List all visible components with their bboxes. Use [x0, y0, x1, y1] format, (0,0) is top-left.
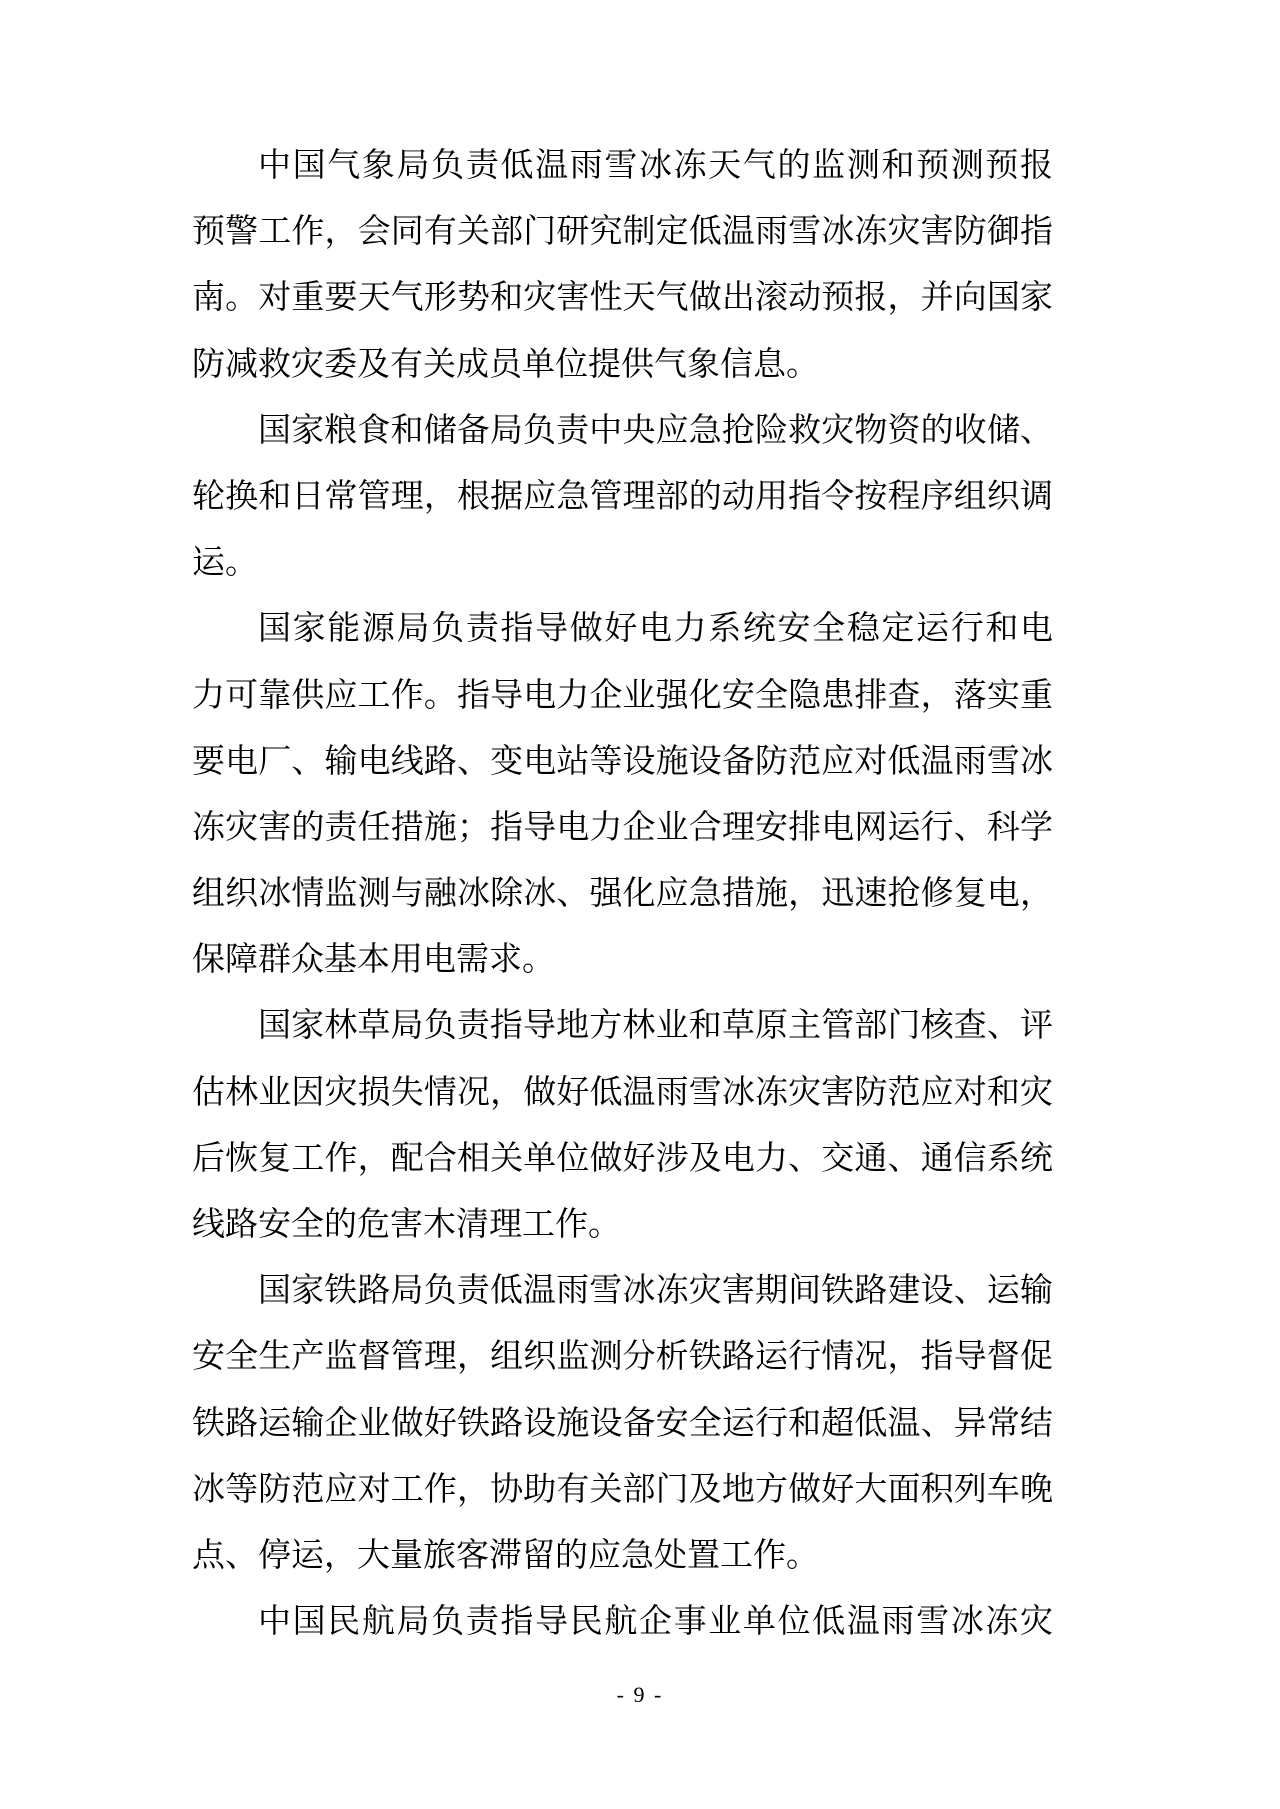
text-line: 轮换和日常管理，根据应急管理部的动用指令按程序组织调: [192, 476, 1053, 514]
text-line: 运。: [192, 543, 258, 581]
text-line: 国家粮食和储备局负责中央应急抢险救灾物资的收储、: [258, 410, 1053, 448]
text-line: 国家铁路局负责低温雨雪冰冻灾害期间铁路建设、运输: [258, 1271, 1053, 1309]
text-line: 组织冰情监测与融冰除冰、强化应急措施，迅速抢修复电，: [192, 874, 1053, 912]
text-line: 安全生产监督管理，组织监测分析铁路运行情况，指导督促: [192, 1337, 1053, 1375]
page-footer: [0, 1682, 1280, 1708]
text-line: 力可靠供应工作。指导电力企业强化安全隐患排查，落实重: [192, 675, 1053, 713]
page-number: - 9 -: [616, 1682, 664, 1707]
text-line: 中国民航局负责指导民航企事业单位低温雨雪冰冻灾: [258, 1602, 1053, 1640]
text-line: 点、停运，大量旅客滞留的应急处置工作。: [192, 1535, 819, 1573]
text-line: 中国气象局负责低温雨雪冰冻天气的监测和预测预报: [258, 146, 1053, 183]
text-line: 线路安全的危害木清理工作。: [192, 1205, 621, 1242]
text-line: 估林业因灾损失情况，做好低温雨雪冰冻灾害防范应对和灾: [192, 1072, 1053, 1110]
text-line: 要电厂、输电线路、变电站等设施设备防范应对低温雨雪冰: [192, 741, 1053, 779]
text-line: 预警工作，会同有关部门研究制定低温雨雪冰冻灾害防御指: [192, 212, 1053, 250]
text-line: 冰等防范应对工作，协助有关部门及地方做好大面积列车晚: [192, 1469, 1053, 1507]
text-line: 南。对重要天气形势和灾害性天气做出滚动预报，并向国家: [192, 278, 1053, 316]
text-line: 铁路运输企业做好铁路设施设备安全运行和超低温、异常结: [192, 1403, 1053, 1441]
text-line: 冻灾害的责任措施；指导电力企业合理安排电网运行、科学: [192, 807, 1053, 845]
text-line: 防减救灾委及有关成员单位提供气象信息。: [192, 344, 819, 382]
text-line: 后恢复工作，配合相关单位做好涉及电力、交通、通信系统: [192, 1138, 1053, 1176]
document-body: [192, 132, 1053, 1654]
text-line: 国家能源局负责指导做好电力系统安全稳定运行和电: [258, 609, 1053, 647]
text-line: 保障群众基本用电需求。: [192, 940, 555, 978]
text-line: 国家林草局负责指导地方林业和草原主管部门核查、评: [258, 1006, 1053, 1044]
